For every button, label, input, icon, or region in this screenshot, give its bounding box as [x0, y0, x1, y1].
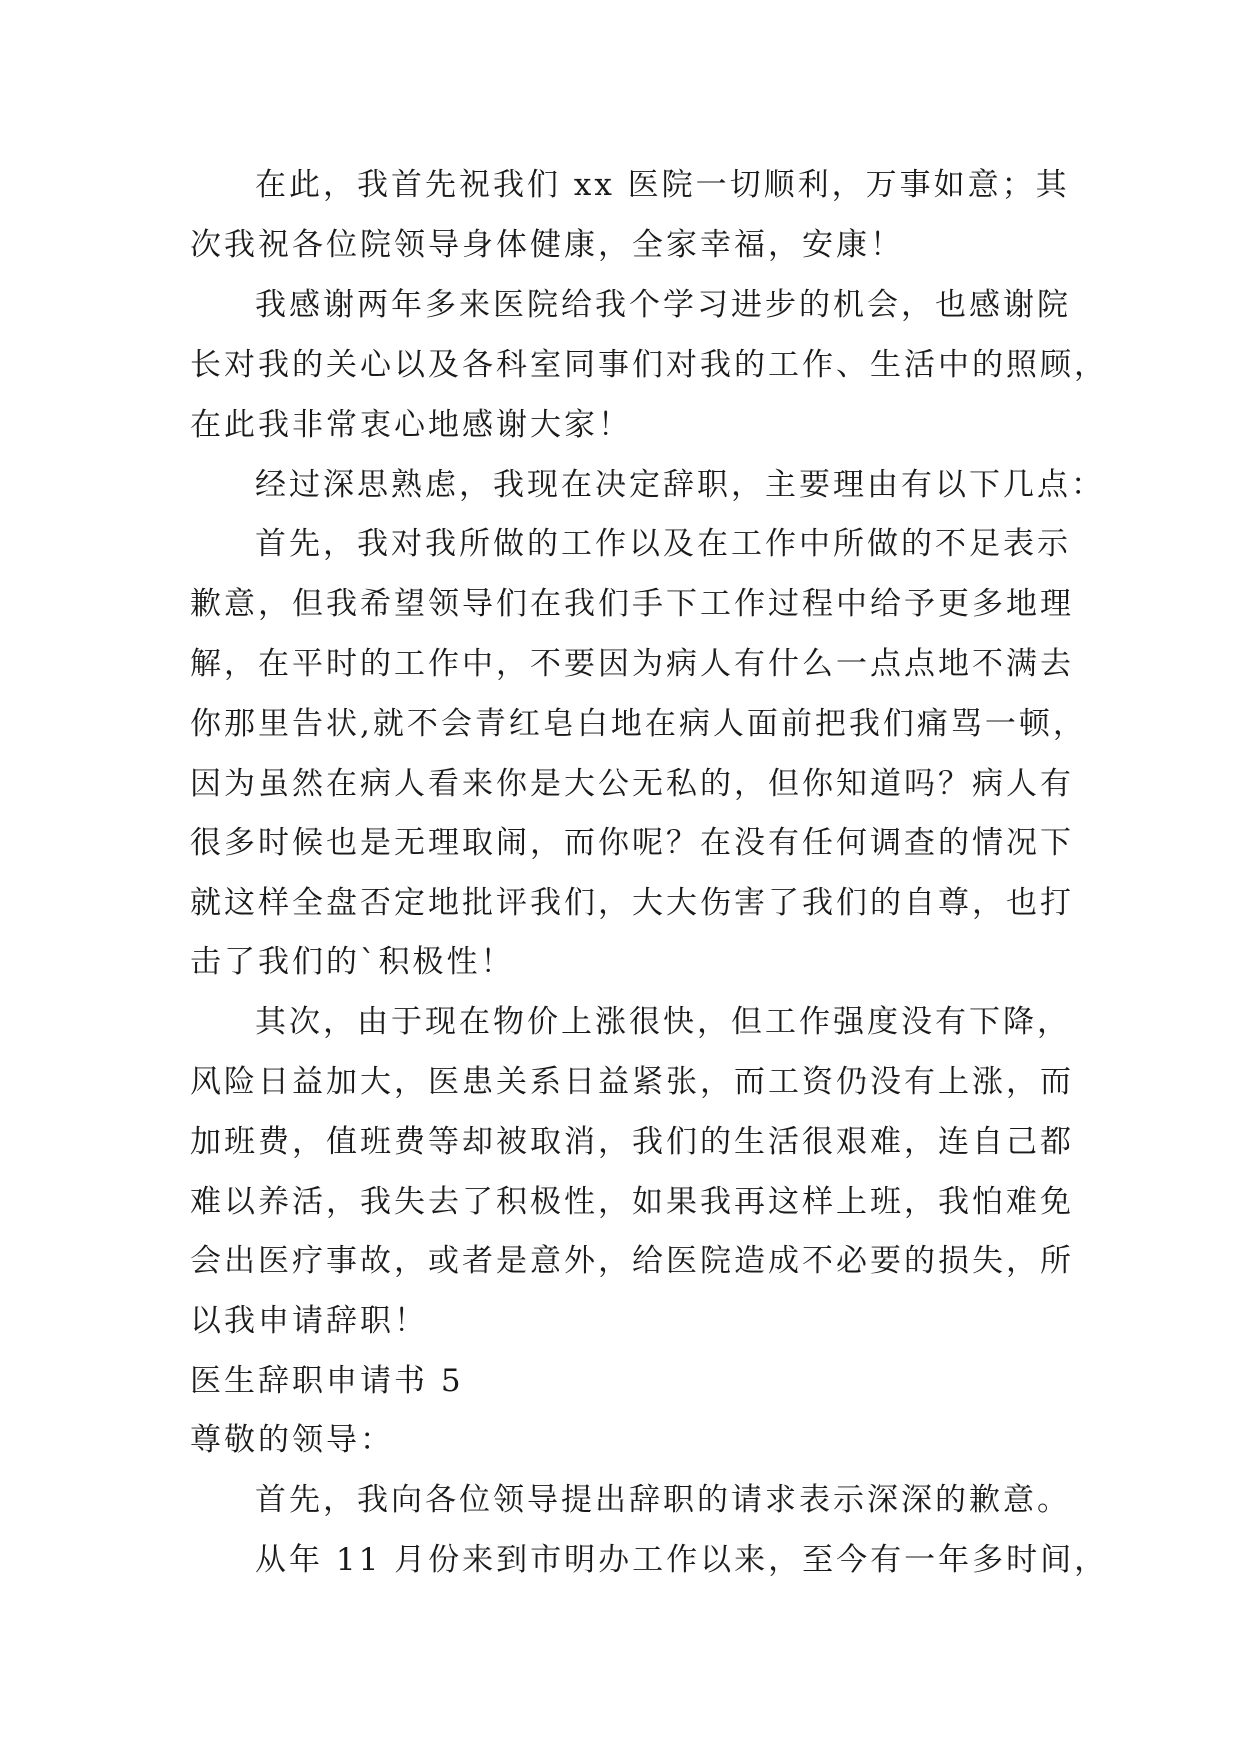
paragraph-line: 风险日益加大，医患关系日益紧张，而工资仍没有上涨，而 — [190, 1064, 1074, 1100]
paragraph-line: 长对我的关心以及各科室同事们对我的工作、生活中的照顾， — [190, 347, 1108, 383]
paragraph-line: 击了我们的`积极性！ — [190, 944, 515, 980]
paragraph-line: 歉意，但我希望领导们在我们手下工作过程中给予更多地理 — [190, 586, 1074, 622]
paragraph-line: 以我申请辞职！ — [190, 1303, 428, 1339]
paragraph-line: 在此我非常衷心地感谢大家！ — [190, 407, 632, 443]
paragraph-line: 其次，由于现在物价上涨很快，但工作强度没有下降， — [255, 1004, 1071, 1040]
paragraph-line: 首先，我对我所做的工作以及在工作中所做的不足表示 — [255, 526, 1071, 562]
paragraph-line: 加班费，值班费等却被取消，我们的生活很艰难，连自己都 — [190, 1124, 1074, 1160]
paragraph-line: 我感谢两年多来医院给我个学习进步的机会，也感谢院 — [255, 287, 1071, 323]
salutation: 尊敬的领导： — [190, 1422, 394, 1458]
paragraph-line: 因为虽然在病人看来你是大公无私的，但你知道吗？病人有 — [190, 766, 1074, 802]
paragraph-line: 就这样全盘否定地批评我们，大大伤害了我们的自尊，也打 — [190, 885, 1074, 921]
paragraph-line: 首先，我向各位领导提出辞职的请求表示深深的歉意。 — [255, 1482, 1071, 1518]
paragraph-line: 难以养活，我失去了积极性，如果我再这样上班，我怕难免 — [190, 1184, 1074, 1220]
paragraph-line: 在此，我首先祝我们 xx 医院一切顺利，万事如意；其 — [255, 167, 1070, 203]
paragraph-line: 很多时候也是无理取闹，而你呢？在没有任何调查的情况下 — [190, 825, 1074, 861]
paragraph-line: 你那里告状,就不会青红皂白地在病人面前把我们痛骂一顿， — [190, 706, 1087, 742]
paragraph-line: 经过深思熟虑，我现在决定辞职，主要理由有以下几点： — [255, 467, 1105, 503]
paragraph-line: 从年 11 月份来到市明办工作以来，至今有一年多时间， — [255, 1542, 1109, 1578]
section-heading: 医生辞职申请书 5 — [190, 1363, 464, 1399]
paragraph-line: 解，在平时的工作中，不要因为病人有什么一点点地不满去 — [190, 646, 1074, 682]
paragraph-line: 次我祝各位院领导身体健康，全家幸福，安康！ — [190, 227, 904, 263]
paragraph-line: 会出医疗事故，或者是意外，给医院造成不必要的损失，所 — [190, 1243, 1074, 1279]
